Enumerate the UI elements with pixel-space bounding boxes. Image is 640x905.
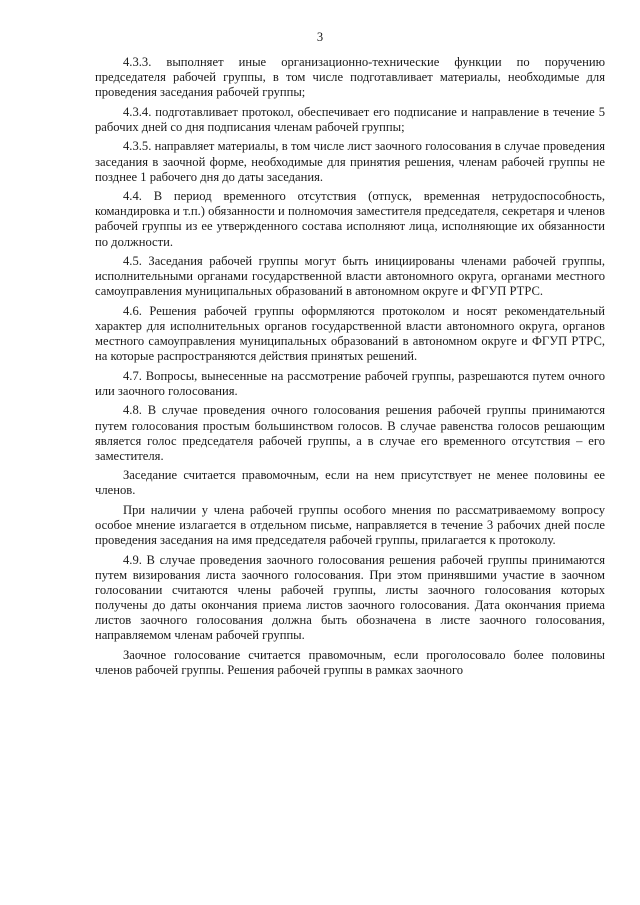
paragraph-4-8: 4.8. В случае проведения очного голосования решения рабочей группы принимаются путем голосования простым большинством голосов. В случае равенства голосов решающим является голос председателя рабочей группы, а в случае его временного отсутствия – его заместителя. (95, 403, 605, 463)
paragraph-4-3-3: 4.3.3. выполняет иные организационно-технические функции по поручению председателя рабочей группы, в том числе подготавливает материалы, необходимые для проведения заседания рабочей группы; (95, 55, 605, 100)
paragraph-quorum: Заседание считается правомочным, если на нем присутствует не менее половины ее членов. (95, 468, 605, 498)
paragraph-4-4: 4.4. В период временного отсутствия (отпуск, временная нетрудоспособность, командировка и т.п.) обязанности и полномочия заместителя председателя, секретаря и членов рабочей группы из ее утвержденного состава исполняют лица, исполняющие их обязанности по должности. (95, 189, 605, 249)
paragraph-4-9: 4.9. В случае проведения заочного голосования решения рабочей группы принимаются путем визирования листа заочного голосования. При этом принявшими участие в заочном голосовании считаются члены рабочей группы, листы заочного голосования которых получены до даты окончания приема листов заочного голосования. Дата окончания приема листов заочного голосования должна быть обозначена в листе заочного голосования, направляемом членам рабочей группы. (95, 552, 605, 643)
paragraph-4-3-4: 4.3.4. подготавливает протокол, обеспечивает его подписание и направление в течение 5 рабочих дней со дня подписания членам рабочей группы; (95, 104, 605, 134)
paragraph-4-7: 4.7. Вопросы, вынесенные на рассмотрение рабочей группы, разрешаются путем очного или заочного голосования. (95, 368, 605, 398)
document-body (95, 55, 605, 683)
paragraph-4-5: 4.5. Заседания рабочей группы могут быть инициированы членами рабочей группы, исполнительными органами государственной власти автономного округа, органами местного самоуправления муниципальных образований в автономном округе и ФГУП РТРС. (95, 254, 605, 299)
paragraph-special-opinion: При наличии у члена рабочей группы особого мнения по рассматриваемому вопросу особое мнение излагается в отдельном письме, направляется в течение 3 рабочих дней после проведения заседания на имя председателя рабочей группы, прилагается к протоколу. (95, 503, 605, 548)
paragraph-4-6: 4.6. Решения рабочей группы оформляются протоколом и носят рекомендательный характер для исполнительных органов государственной власти автономного округа, органов местного самоуправления муниципальных образований в автономном округе и ФГУП РТРС, на которые распространяются действия принятых решений. (95, 303, 605, 364)
paragraph-absentee-quorum: Заочное голосование считается правомочным, если проголосовало более половины членов рабочей группы. Решения рабочей группы в рамках заочного (95, 647, 605, 677)
page-number: 3 (316, 30, 324, 44)
paragraph-4-3-5: 4.3.5. направляет материалы, в том числе лист заочного голосования в случае проведения заседания в заочной форме, необходимые для принятия решения, членам рабочей группы не позднее 1 рабочего дня до даты заседания. (95, 139, 605, 184)
